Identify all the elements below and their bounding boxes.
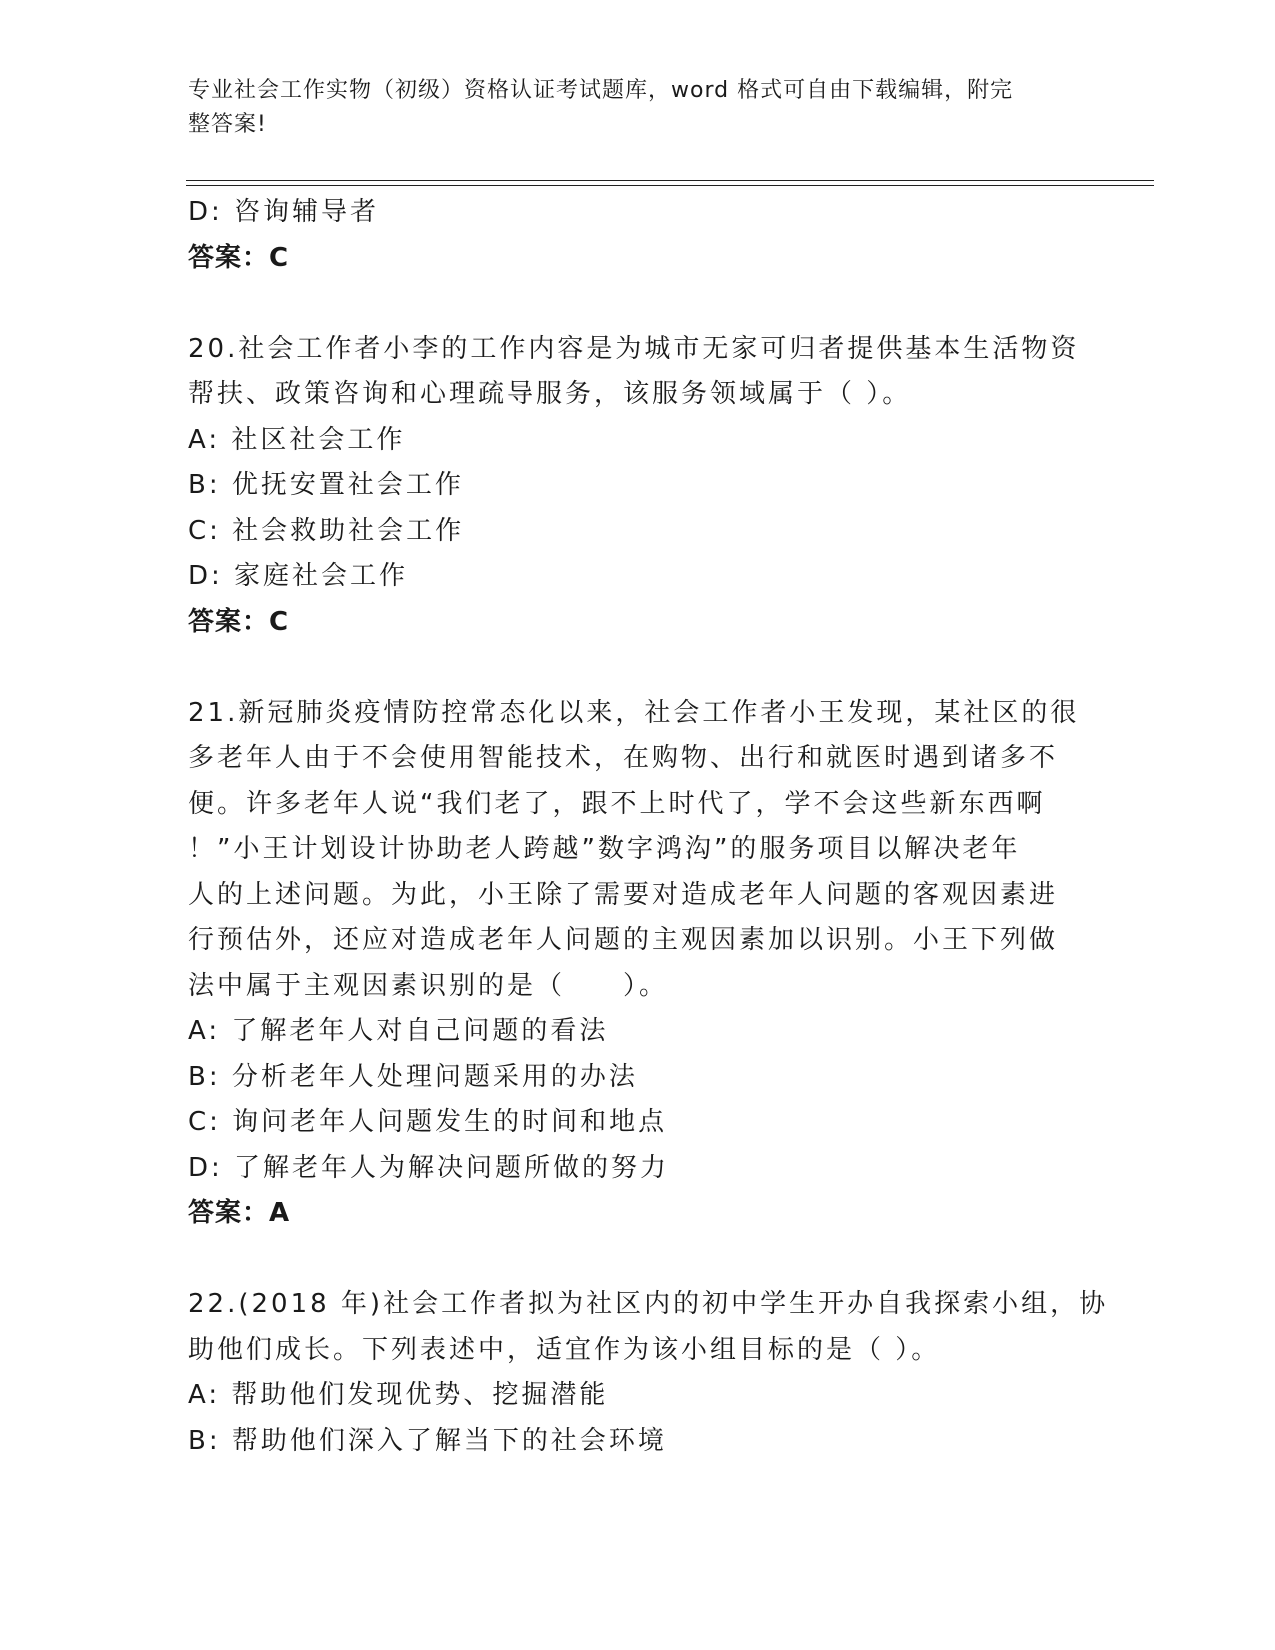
q20-option-b: B: 优抚安置社会工作 bbox=[188, 470, 464, 500]
q21-option-c: C: 询问老年人问题发生的时间和地点 bbox=[188, 1107, 668, 1137]
q21-stem-line-2: 多老年人由于不会使用智能技术，在购物、出行和就医时遇到诸多不 bbox=[188, 743, 1059, 773]
q21-option-d: D: 了解老年人为解决问题所做的努力 bbox=[188, 1152, 670, 1183]
q20-answer: 答案：C bbox=[188, 606, 290, 637]
spacer bbox=[188, 1237, 1088, 1283]
spacer bbox=[188, 645, 1088, 691]
q21-stem-line-7: 法中属于主观因素识别的是（ ）。 bbox=[188, 970, 669, 1001]
q21-option-b: B: 分析老年人处理问题采用的办法 bbox=[188, 1061, 638, 1092]
q20-option-c: C: 社会救助社会工作 bbox=[188, 515, 465, 546]
question-20 bbox=[188, 327, 1088, 646]
q21-answer: 答案：A bbox=[188, 1198, 291, 1228]
q20-option-d: D: 家庭社会工作 bbox=[188, 561, 409, 591]
q20-stem-line-2: 帮扶、政策咨询和心理疏导服务，该服务领域属于（ ）。 bbox=[188, 379, 912, 409]
question-19-tail bbox=[188, 190, 1088, 281]
q21-option-a: A: 了解老年人对自己问题的看法 bbox=[188, 1016, 609, 1046]
q21-stem-line-1: 21.新冠肺炎疫情防控常态化以来，社会工作者小王发现，某社区的很 bbox=[188, 697, 1080, 728]
q21-stem-line-3: 便。许多老年人说“我们老了，跟不上时代了，学不会这些新东西啊 bbox=[188, 788, 1046, 819]
q20-option-a: A: 社区社会工作 bbox=[188, 424, 406, 455]
header-divider-top bbox=[186, 180, 1154, 181]
q21-stem-line-6: 行预估外，还应对造成老年人问题的主观因素加以识别。小王下列做 bbox=[188, 925, 1059, 955]
question-21 bbox=[188, 691, 1088, 1237]
q19-answer: 答案：C bbox=[188, 242, 290, 273]
q22-stem-line-1: 22.(2018 年)社会工作者拟为社区内的初中学生开办自我探索小组，协 bbox=[188, 1289, 1109, 1319]
header-line-1: 专业社会工作实物（初级）资格认证考试题库，word 格式可自由下载编辑，附完 bbox=[188, 78, 1014, 103]
q20-stem-line-1: 20.社会工作者小李的工作内容是为城市无家可归者提供基本生活物资 bbox=[188, 333, 1080, 364]
q19-option-d: D: 咨询辅导者 bbox=[188, 197, 380, 227]
spacer bbox=[188, 281, 1088, 327]
page-header bbox=[188, 74, 1088, 142]
q22-option-a: A: 帮助他们发现优势、挖掘潜能 bbox=[188, 1380, 609, 1410]
q21-stem-line-4: ！”小王计划设计协助老人跨越”数字鸿沟”的服务项目以解决老年 bbox=[188, 834, 1021, 864]
q22-stem-line-2: 助他们成长。下列表述中，适宜作为该小组目标的是（ ）。 bbox=[188, 1334, 941, 1365]
header-divider-bottom bbox=[186, 185, 1154, 186]
q21-stem-line-5: 人的上述问题。为此，小王除了需要对造成老年人问题的客观因素进 bbox=[188, 879, 1059, 910]
question-22 bbox=[188, 1282, 1109, 1464]
document-body bbox=[188, 190, 1109, 1464]
header-line-2: 整答案! bbox=[188, 112, 267, 137]
q22-option-b: B: 帮助他们深入了解当下的社会环境 bbox=[188, 1425, 667, 1456]
